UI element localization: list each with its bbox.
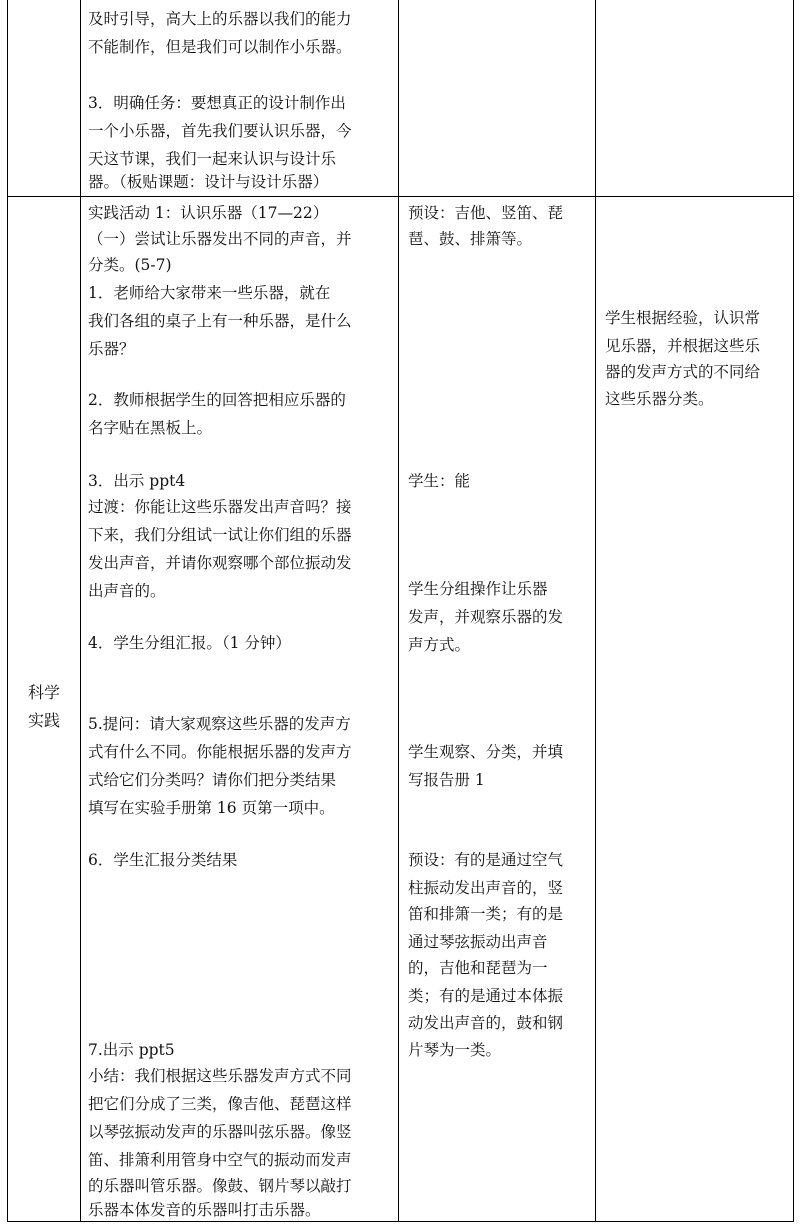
table-border-right xyxy=(793,0,794,1222)
text-line: 乐器？ xyxy=(88,340,135,358)
text-line: 琶、鼓、排箫等。 xyxy=(408,230,533,248)
text-line: 类；有的是通过本体振 xyxy=(408,987,564,1005)
text-line: 不能制作，但是我们可以制作小乐器。 xyxy=(88,38,352,56)
text-line: 器的发声方式的不同给 xyxy=(605,363,761,381)
text-line: 实践活动 1：认识乐器（17—22） xyxy=(88,204,329,222)
text-line: 片琴为一类。 xyxy=(408,1041,502,1059)
text-line: 6．学生汇报分类结果 xyxy=(88,851,238,869)
text-line: 笛、排箫利用管身中空气的振动而发声 xyxy=(88,1151,352,1169)
text-line: 过渡：你能让这些乐器发出声音吗？接 xyxy=(88,498,352,516)
text-line: 天这节课，我们一起来认识与设计乐 xyxy=(88,150,337,168)
text-line: 写报告册 1 xyxy=(408,771,485,789)
text-line: 4．学生分组汇报。（1 分钟） xyxy=(88,634,291,652)
text-line: 器。（板贴课题：设计与设计乐器） xyxy=(88,173,329,191)
category-label: 科学 xyxy=(27,683,60,702)
text-line: 1．老师给大家带来一些乐器，就在 xyxy=(88,284,331,302)
text-line: 学生根据经验，认识常 xyxy=(605,309,761,327)
text-line: 柱振动发出声音的，竖 xyxy=(408,879,564,897)
text-line: 的乐器叫管乐器。像鼓、钢片琴以敲打 xyxy=(88,1177,352,1195)
text-line: 3．明确任务：要想真正的设计制作出 xyxy=(88,94,346,112)
text-line: 分类。(5-7) xyxy=(88,256,172,274)
text-line: 下来，我们分组试一试让你们组的乐器 xyxy=(88,526,352,544)
text-line: 小结：我们根据这些乐器发声方式不同 xyxy=(88,1067,352,1085)
text-line: 及时引导，高大上的乐器以我们的能力 xyxy=(88,10,352,28)
text-line: 名字贴在黑板上。 xyxy=(88,419,213,437)
text-line: （一）尝试让乐器发出不同的声音，并 xyxy=(88,230,352,248)
text-line: 出声音的。 xyxy=(88,582,166,600)
text-line: 以琴弦振动发声的乐器叫弦乐器。像竖 xyxy=(88,1123,352,1141)
text-line: 的，吉他和琵琶为一 xyxy=(408,959,548,977)
text-line: 声方式。 xyxy=(408,636,471,654)
text-line: 预设：吉他、竖笛、琵 xyxy=(408,204,564,222)
text-line: 填写在实验手册第 16 页第一项中。 xyxy=(88,799,335,817)
text-line: 我们各组的桌子上有一种乐器，是什么 xyxy=(88,312,352,330)
text-line: 学生分组操作让乐器 xyxy=(408,580,548,598)
text-line: 把它们分成了三类，像吉他、琵琶这样 xyxy=(88,1095,352,1113)
text-line: 3．出示 ppt4 xyxy=(88,472,186,490)
category-label: 实践 xyxy=(27,711,60,730)
text-line: 5.提问：请大家观察这些乐器的发声方 xyxy=(88,715,351,733)
text-line: 通过琴弦振动出声音 xyxy=(408,933,548,951)
text-line: 乐器本体发音的乐器叫打击乐器。 xyxy=(88,1201,321,1219)
table-divider-3 xyxy=(595,0,596,1222)
text-line: 发声，并观察乐器的发 xyxy=(408,608,564,626)
text-line: 这些乐器分类。 xyxy=(605,390,714,408)
text-line: 笛和排箫一类；有的是 xyxy=(408,905,564,923)
text-line: 7.出示 ppt5 xyxy=(88,1041,175,1059)
text-line: 动发出声音的，鼓和钢 xyxy=(408,1014,564,1032)
table-divider-1 xyxy=(80,0,81,1222)
text-line: 发出声音，并请你观察哪个部位振动发 xyxy=(88,554,352,572)
table-divider-2 xyxy=(398,0,399,1222)
text-line: 2．教师根据学生的回答把相应乐器的 xyxy=(88,391,346,409)
text-line: 学生观察、分类，并填 xyxy=(408,743,564,761)
text-line: 式给它们分类吗？请你们把分类结果 xyxy=(88,771,337,789)
text-line: 学生：能 xyxy=(408,472,471,490)
text-line: 预设：有的是通过空气 xyxy=(408,851,564,869)
text-line: 一个小乐器，首先我们要认识乐器，今 xyxy=(88,122,352,140)
text-line: 式有什么不同。你能根据乐器的发声方 xyxy=(88,743,352,761)
table-border-left xyxy=(7,0,8,1222)
text-line: 见乐器，并根据这些乐 xyxy=(605,337,761,355)
